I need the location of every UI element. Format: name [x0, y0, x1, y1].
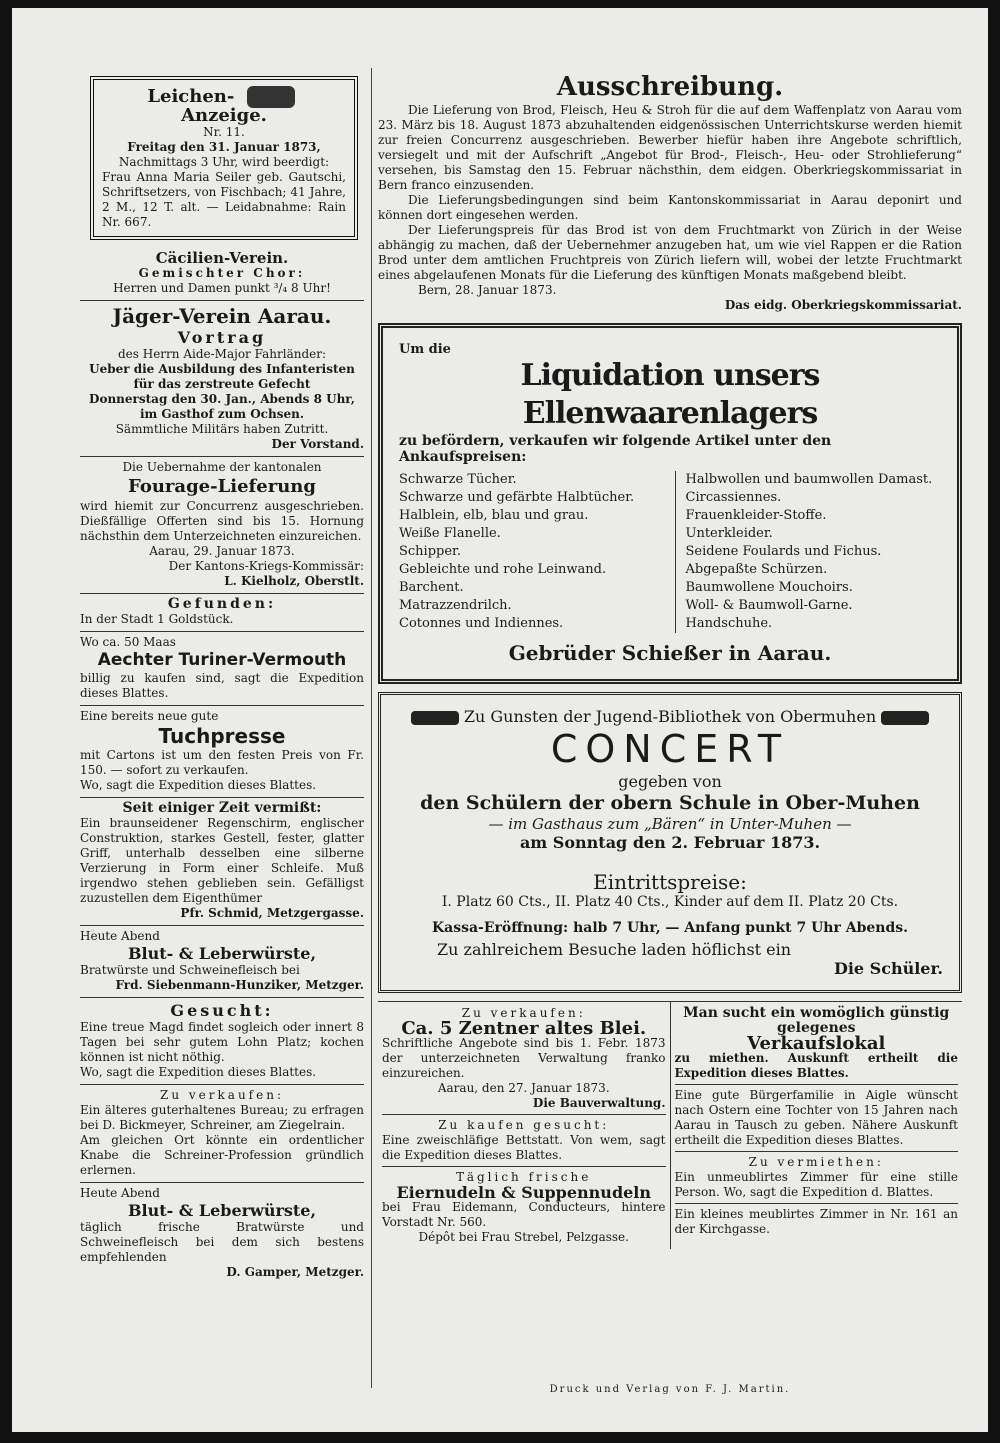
- ausschreibung-title: Ausschreibung.: [556, 72, 784, 102]
- death-title-right: Anzeige.: [181, 105, 267, 126]
- zimmer1-text: Ein unmeublirtes Zimmer für eine stille Person. Wo, sagt die Expedition d. Blattes.: [675, 1170, 959, 1204]
- ad-liquidation: [378, 323, 962, 684]
- left-column: [80, 68, 364, 1284]
- jaeger-where: im Gasthof zum Ochsen.: [139, 407, 304, 421]
- verkaufslokal-title: Verkaufslokal: [747, 1033, 886, 1054]
- eiernudeln-text: bei Frau Eidemann, Conducteurs, hintere Vorstadt Nr. 560.: [382, 1200, 666, 1229]
- blut1-text: Bratwürste und Schweinefleisch bei: [80, 963, 300, 977]
- tochter-text: Eine gute Bürgerfamilie in Aigle wünscht nach Ostern eine Tochter von 15 Jahren nach Aarau in Tausch zu geben. Nähere Auskunft ertheilt die Expedition dieses Blattes.: [675, 1085, 959, 1152]
- jaeger-when: Donnerstag den 30. Jan., Abends 8 Uhr,: [89, 392, 355, 406]
- liquidation-item: Halbwollen und baumwollen Damast.: [685, 472, 933, 487]
- liquidation-item: Seidene Foulards und Fichus.: [685, 544, 882, 559]
- ad-blut1: [80, 926, 364, 998]
- bottom-ads: [378, 1001, 962, 1249]
- verkaufslokal-intro: Man sucht ein womöglich günstig gelegenes: [683, 1005, 950, 1036]
- blei-date: Aarau, den 27. Januar 1873.: [437, 1081, 610, 1095]
- vermouth-intro: Wo ca. 50 Maas: [80, 635, 176, 649]
- ad-caecilien: [80, 248, 364, 301]
- death-body: Frau Anna Maria Seiler geb. Gautschi, Schriftsetzers, von Fischbach; 41 Jahre, 2 M., 12 T. alt. — Leidabnahme: Rain Nr. 667.: [102, 170, 346, 229]
- blut1-title: Blut- & Leberwürste,: [127, 944, 317, 963]
- concert-intro: Zu Gunsten der Jugend-Bibliothek von Obermuhen: [463, 707, 877, 726]
- jaeger-sign: Der Vorstand.: [271, 437, 364, 451]
- concert-prices: I. Platz 60 Cts., II. Platz 40 Cts., Kinder auf dem II. Platz 20 Cts.: [441, 894, 899, 910]
- blei-text: Schriftliche Angebote sind bis 1. Febr. 1873 der unterzeichneten Verwaltung franko einzureichen.: [382, 1036, 666, 1080]
- tuchpresse-intro: Eine bereits neue gute: [80, 709, 219, 723]
- ad-gefunden: [80, 594, 364, 632]
- ad-blut2: [80, 1183, 364, 1284]
- eiernudeln-title: Eiernudeln & Suppennudeln: [396, 1183, 652, 1202]
- vermouth-title: Aechter Turiner-Vermouth: [97, 650, 347, 670]
- concert-date: am Sonntag den 2. Februar 1873.: [519, 833, 821, 852]
- zimmer1-title: Zu vermiethen:: [748, 1155, 884, 1169]
- ausschreibung-p1: Die Lieferung von Brod, Fleisch, Heu & Stroh für die auf dem Waffenplatz von Aarau vom 23. März bis 18. August 1873 abzuhaltenden eidgenössischen Unterrichtskurse werden hiemit zur freien Concurrenz ausgeschrieben. Bewerber hiefür haben ihre Angebote schriftlich, versiegelt und mit der Aufschrift „Angebot für Brod-, Fleisch-, Heu- oder Strohlieferung“ versehen, bis Samstag den 15. Februar nächsthin, dem eidgen. Oberkriegskommissariat in Bern franco einzusenden.: [378, 103, 962, 192]
- bottom-right-ads: [670, 1002, 963, 1249]
- gesucht-text: Eine treue Magd findet sogleich oder innert 8 Tagen bei sehr gutem Lohn Platz; kochen können ist nicht nöthig.: [80, 1020, 364, 1064]
- death-date: Freitag den 31. Januar 1873,: [127, 140, 321, 154]
- liquidation-item: Handschuhe.: [685, 616, 773, 631]
- gesucht-where: Wo, sagt die Expedition dieses Blattes.: [80, 1065, 317, 1079]
- ad-jaeger: [80, 301, 364, 457]
- death-number: Nr. 11.: [203, 125, 245, 139]
- liquidation-item: Matrazzendrilch.: [399, 598, 512, 613]
- liquidation-item: Frauenkleider-Stoffe.: [685, 508, 827, 523]
- liquidation-items: [399, 471, 941, 633]
- bureau-title: Zu verkaufen:: [160, 1088, 284, 1102]
- blut2-intro: Heute Abend: [80, 1186, 160, 1200]
- bottom-left-ads: [378, 1002, 670, 1249]
- blut1-intro: Heute Abend: [80, 929, 160, 943]
- caecilien-title: Cäcilien-Verein.: [155, 249, 289, 267]
- bettstatt-text: Eine zweischläfige Bettstatt. Von wem, sagt die Expedition dieses Blattes.: [382, 1133, 666, 1167]
- vermisst-title: Seit einiger Zeit vermißt:: [122, 800, 322, 816]
- ad-concert: [378, 692, 962, 993]
- ausschreibung-p2: Die Lieferungsbedingungen sind beim Kantonskommissariat in Aarau deponirt und können dort eingesehen werden.: [378, 193, 962, 222]
- tuchpresse-title: Tuchpresse: [158, 724, 286, 748]
- liquidation-item: Baumwollene Mouchoirs.: [685, 580, 853, 595]
- liquidation-item: Woll- & Baumwoll-Garne.: [685, 598, 853, 613]
- ausschreibung-sign: Das eidg. Oberkriegskommissariat.: [724, 298, 962, 312]
- liquidation-col2: [675, 471, 942, 633]
- liquidation-item: Gebleichte und rohe Leinwand.: [399, 562, 607, 577]
- ausschreibung-p3: Der Lieferungspreis für das Brod ist von dem Fruchtmarkt von Zürich in der Weise abhängig zu machen, daß der Uebernehmer anzugeben hat, um wie viel Rappen er die Ration Brod unter dem amtlichen Fruchtpreis von Zürich liefern will, wobei der letzte Fruchtmarkt eines abgelaufenen Monats für die Lieferung des künftigen Monats maßgebend bleibt.: [378, 223, 962, 282]
- fourage-by: Der Kantons-Kriegs-Kommissär:: [168, 559, 364, 573]
- fourage-sign: L. Kielholz, Oberstlt.: [224, 574, 364, 588]
- blut2-title: Blut- & Leberwürste,: [127, 1201, 317, 1220]
- ad-tuchpresse: [80, 706, 364, 798]
- tuchpresse-where: Wo, sagt die Expedition dieses Blattes.: [80, 778, 317, 792]
- fourage-intro: Die Uebernahme der kantonalen: [122, 460, 322, 474]
- concert-times: Kassa-Eröffnung: halb 7 Uhr, — Anfang punkt 7 Uhr Abends.: [431, 920, 909, 936]
- liquidation-item: Schipper.: [399, 544, 461, 559]
- ausschreibung-date: Bern, 28. Januar 1873.: [418, 283, 557, 297]
- fourage-text: wird hiemit zur Concurrenz ausgeschrieben. Dießfällige Offerten sind bis 15. Hornung nächsthin dem Unterzeichneten einzureichen.: [80, 499, 364, 543]
- ad-vermisst: [80, 798, 364, 926]
- blut1-sign: Frd. Siebenmann-Hunziker, Metzger.: [115, 978, 364, 992]
- liquidation-item: Unterkleider.: [685, 526, 773, 541]
- liquidation-sub: zu befördern, verkaufen wir folgende Artikel unter den Ankaufspreisen:: [399, 433, 832, 465]
- concert-sign: Die Schüler.: [833, 959, 943, 978]
- vermisst-sign: Pfr. Schmid, Metzgergasse.: [180, 906, 364, 920]
- concert-intro-row: [397, 707, 943, 726]
- concert-title: CONCERT: [550, 727, 790, 771]
- eiernudeln-depot: Dépôt bei Frau Strebel, Pelzgasse.: [418, 1230, 629, 1244]
- death-notice-title: [102, 86, 346, 126]
- jaeger-by: des Herrn Aide-Major Fahrländer:: [117, 347, 327, 361]
- blei-title: Zu verkaufen:: [461, 1006, 586, 1020]
- jaeger-note: Sämmtliche Militärs haben Zutritt.: [115, 422, 329, 436]
- liquidation-col1: [399, 471, 655, 633]
- death-notice: [90, 76, 358, 240]
- caecilien-sub: Gemischter Chor:: [138, 266, 306, 280]
- concert-place: — im Gasthaus zum „Bären“ in Unter-Muhen —: [488, 815, 852, 833]
- liquidation-item: Circassiennes.: [685, 490, 782, 505]
- printer-footer: Druck und Verlag von F. J. Martin.: [549, 1384, 791, 1395]
- pointing-hand-icon: [411, 711, 459, 725]
- blut2-sign: D. Gamper, Metzger.: [226, 1265, 364, 1279]
- concert-by: den Schülern der obern Schule in Ober-Muhen: [420, 792, 920, 814]
- gesucht-title: Gesucht:: [170, 1001, 274, 1020]
- blei-sign: Die Bauverwaltung.: [382, 1096, 666, 1115]
- pointing-hand-icon: [881, 711, 929, 725]
- jaeger-title: Jäger-Verein Aarau.: [112, 304, 332, 328]
- bureau-text2: Am gleichen Ort könnte ein ordentlicher Knabe die Schreiner-Profession gründlich erlernen.: [80, 1133, 364, 1177]
- caecilien-text: Herren und Damen punkt ³/₄ 8 Uhr!: [113, 281, 331, 295]
- ad-bureau: [80, 1085, 364, 1183]
- liquidation-title: Liquidation unsers Ellenwaarenlagers: [520, 358, 820, 431]
- ad-vermouth: [80, 632, 364, 706]
- right-column: [378, 68, 962, 1249]
- bureau-text: Ein älteres guterhaltenes Bureau; zu erfragen bei D. Bickmeyer, Schreiner, am Ziegelrain.: [80, 1103, 364, 1132]
- verkaufslokal-text: zu miethen. Auskunft ertheilt die Expedition dieses Blattes.: [675, 1051, 959, 1085]
- death-title-left: Leichen-: [147, 86, 235, 107]
- death-time: Nachmittags 3 Uhr, wird beerdigt:: [118, 155, 330, 169]
- liquidation-sign: Gebrüder Schießer in Aarau.: [508, 641, 832, 665]
- zimmer2-text: Ein kleines meublirtes Zimmer in Nr. 161 an der Kirchgasse.: [674, 1207, 958, 1236]
- concert-prices-title: Eintrittspreise:: [593, 870, 747, 894]
- liquidation-item: Schwarze und gefärbte Halbtücher.: [399, 490, 635, 505]
- liquidation-item: Cotonnes und Indiennes.: [399, 616, 564, 631]
- liquidation-intro: Um die: [399, 342, 451, 357]
- blei-head: Ca. 5 Zentner altes Blei.: [401, 1018, 647, 1039]
- newspaper-page: [12, 8, 988, 1432]
- liquidation-item: Schwarze Tücher.: [399, 472, 517, 487]
- liquidation-item: Halblein, elb, blau und grau.: [399, 508, 589, 523]
- column-divider: [371, 68, 372, 1388]
- liquidation-item: Abgepaßte Schürzen.: [685, 562, 828, 577]
- fourage-title: Fourage-Lieferung: [128, 476, 316, 497]
- vermisst-text: Ein braunseidener Regenschirm, englischer Construktion, starkes Gestell, fester, glatter Griff, unterhalb desselben eine silberne Verzierung in Form einer Schleife. Muß irgendwo stehen geblieben sein. Gefälligst zuzustellen dem Eigenthümer: [80, 816, 364, 905]
- ad-gesucht: [80, 998, 364, 1085]
- liquidation-item: Barchent.: [399, 580, 464, 595]
- ad-fourage: [80, 457, 364, 594]
- fourage-date: Aarau, 29. Januar 1873.: [149, 544, 295, 558]
- blut2-text: täglich frische Bratwürste und Schweinefleisch bei dem sich bestens empfehlenden: [80, 1220, 364, 1264]
- gefunden-title: Gefunden:: [167, 596, 277, 612]
- bettstatt-title: Zu kaufen gesucht:: [438, 1118, 610, 1132]
- liquidation-item: Weiße Flanelle.: [399, 526, 501, 541]
- tuchpresse-text: mit Cartons ist um den festen Preis von Fr. 150. — sofort zu verkaufen.: [80, 748, 364, 777]
- concert-given: gegeben von: [618, 772, 722, 791]
- jaeger-vortrag: Vortrag: [177, 328, 267, 347]
- eiernudeln-intro: Täglich frische: [456, 1170, 592, 1184]
- jaeger-topic: Ueber die Ausbildung des Infanteristen für das zerstreute Gefecht: [89, 362, 355, 391]
- gefunden-text: In der Stadt 1 Goldstück.: [80, 612, 234, 626]
- ad-ausschreibung: [378, 68, 962, 317]
- vermouth-text: billig zu kaufen sind, sagt die Expedition dieses Blattes.: [80, 671, 364, 700]
- concert-invite: Zu zahlreichem Besuche laden höflichst ein: [437, 940, 792, 959]
